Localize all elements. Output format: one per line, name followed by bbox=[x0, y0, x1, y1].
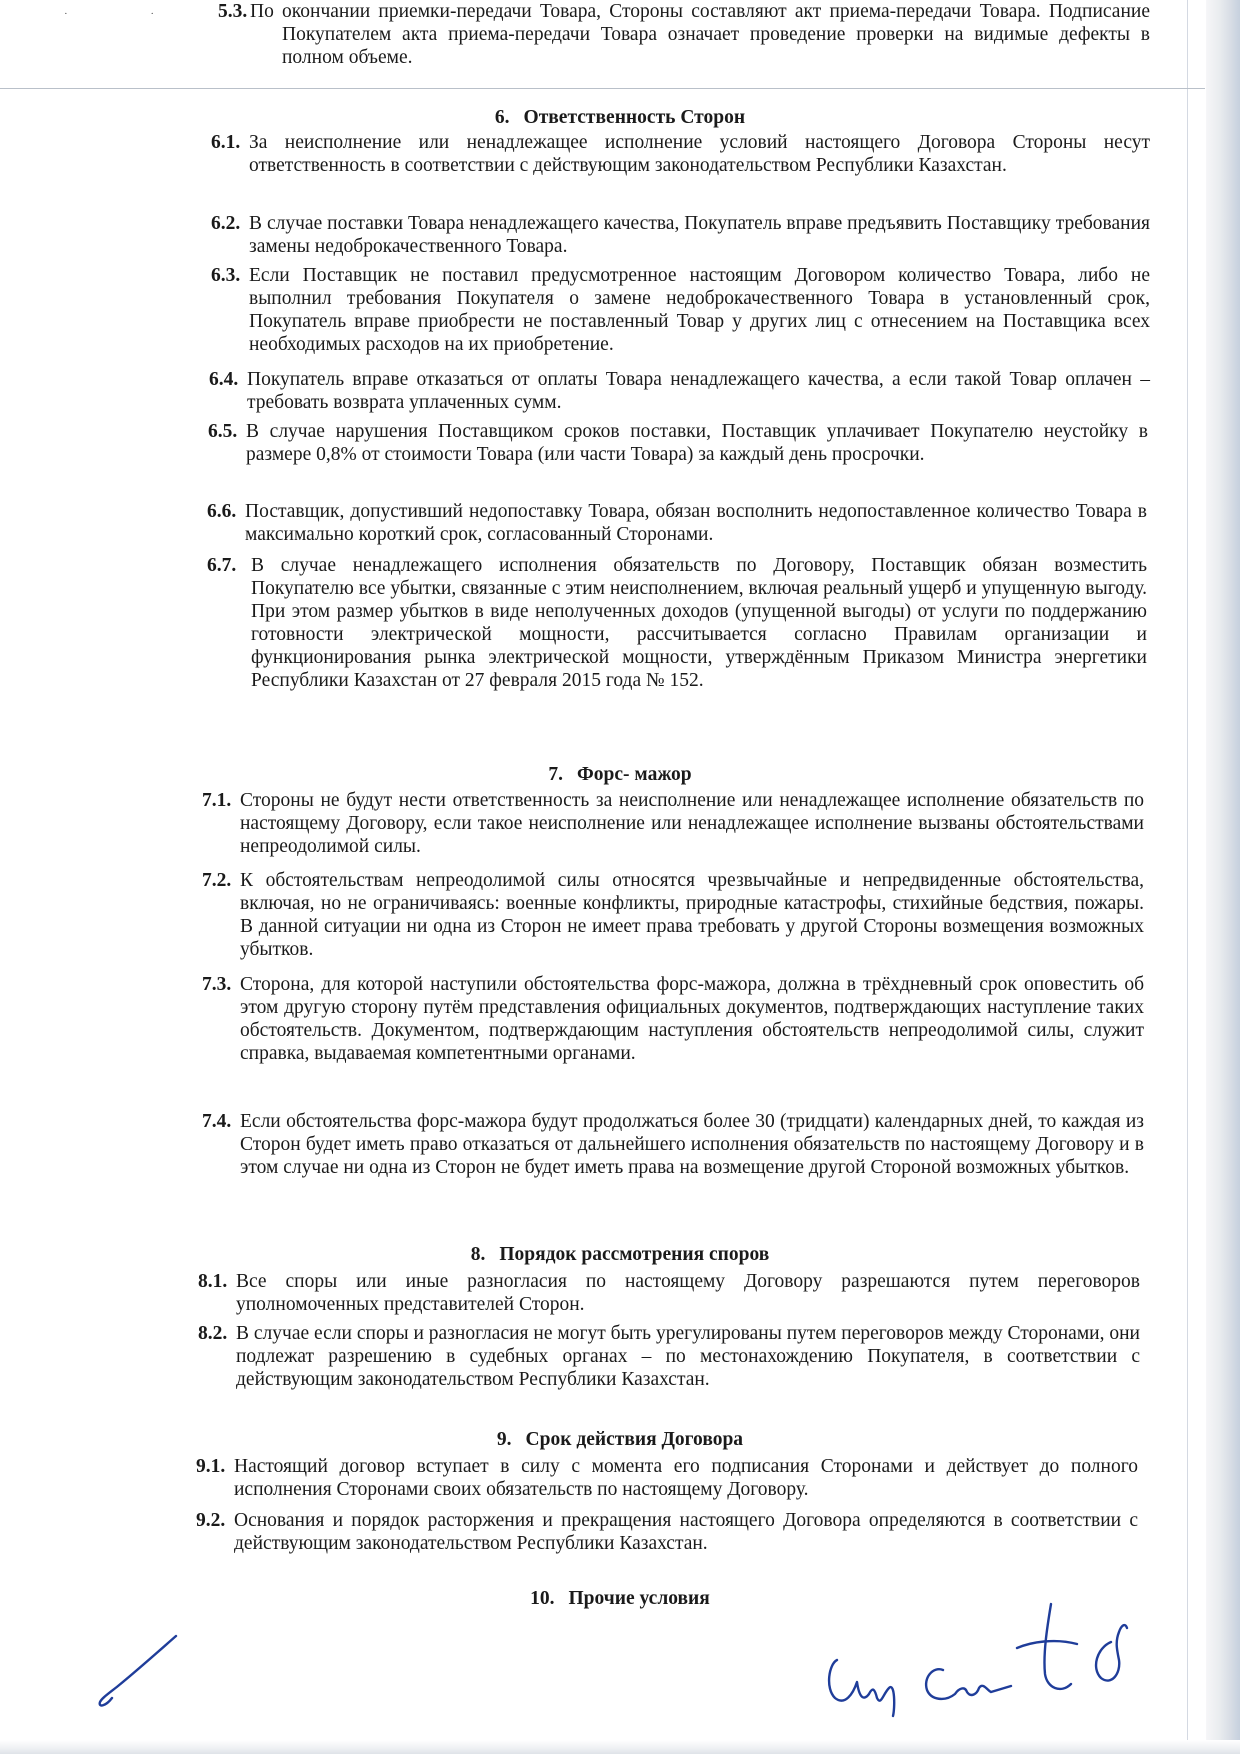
section-heading-9: 9. Срок действия Договора bbox=[496, 1429, 744, 1450]
clause-8-2: 8.2. В случае если споры и разногласия не могут быть урегулированы путем переговоров между Сторонами, они подлежат разрешению в судебных органах – по местонахождению Покупателя, в соответствии с действующим законодательством Республики Казахстан. bbox=[198, 1323, 1140, 1390]
clause-9-2: 9.2. Основания и порядок расторжения и прекращения настоящего Договора определяются в соответствии с действующим законодательством Республики Казахстан. bbox=[196, 1510, 1138, 1554]
clause-number: 5.3. bbox=[218, 1, 248, 22]
scan-bottom-edge bbox=[0, 1740, 1240, 1754]
section-heading-10: 10. Прочие условия bbox=[530, 1588, 710, 1609]
scan-specks: · · bbox=[64, 8, 195, 20]
clause-7-4: 7.4. Если обстоятельства форс-мажора будут продолжаться более 30 (тридцати) календарных дней, то каждая из Сторон будет иметь право отказаться от дальнейшего исполнения обязательств по настоящему Договору и в этом случае ни одна из Сторон не будет иметь права на возмещение другой Стороной возможных убытков. bbox=[202, 1111, 1144, 1178]
clause-8-1: 8.1. Все споры или иные разногласия по настоящему Договору разрешаются путем переговоров уполномоченных представителей Сторон. bbox=[198, 1271, 1140, 1315]
clause-9-1: 9.1. Настоящий договор вступает в силу с момента его подписания Сторонами и действует до полного исполнения Сторонами своих обязательств по настоящему Договору. bbox=[196, 1456, 1138, 1500]
clause-6-3: 6.3. Если Поставщик не поставил предусмотренное настоящим Договором количество Товара, либо не выполнил требования Покупателя о замене недоброкачественного Товара в установленный срок, Покупатель вправе приобрести не поставленный Товар у других лиц с отнесением на Поставщика всех необходимых расходов на их приобретение. bbox=[211, 265, 1150, 355]
clause-5-3 bbox=[218, 0, 1150, 69]
clause-7-2: 7.2. К обстоятельствам непреодолимой силы относятся чрезвычайные и непредвиденные обстоятельства, включая, но не ограничиваясь: военные конфликты, природные катастрофы, стихийные бедствия, пожары. В данной ситуации ни одна из Сторон не имеет права требовать у другой Стороны возмещения возможных убытков. bbox=[202, 870, 1144, 960]
clause-6-1: 6.1. За неисполнение или ненадлежащее исполнение условий настоящего Договора Стороны несут ответственность в соответствии с действующим законодательством Республики Казахстан. bbox=[211, 132, 1150, 176]
clause-6-6: 6.6. Поставщик, допустивший недопоставку Товара, обязан восполнить недопоставленное количество Товара в максимально короткий срок, согласованный Сторонами. bbox=[207, 501, 1147, 545]
clause-text: По окончании приемки-передачи Товара, Стороны составляют акт приема-передачи Товара. Подписание Покупателем акта приема-передачи Товара означает проведение проверки на видимые дефекты в полном объеме. bbox=[250, 1, 1150, 68]
handwritten-signature-left bbox=[90, 1628, 190, 1728]
handwritten-signature-right bbox=[815, 1598, 1160, 1723]
clause-7-3: 7.3. Сторона, для которой наступили обстоятельства форс-мажора, должна в трёхдневный срок оповестить об этом другую сторону путём представления официальных документов, подтверждающих наступление таких обстоятельств. Документом, подтверждающим наступления обстоятельств непреодолимой силы, служит справка, выдаваемая компетентными органами. bbox=[202, 974, 1144, 1064]
section-heading-7: 7. Форс- мажор bbox=[548, 764, 692, 785]
clause-6-4: 6.4. Покупатель вправе отказаться от оплаты Товара ненадлежащего качества, а если такой Товар оплачен – требовать возврата уплаченных сумм. bbox=[209, 369, 1150, 413]
scan-edge bbox=[1206, 0, 1240, 1754]
clause-7-1: 7.1. Стороны не будут нести ответственность за неисполнение или ненадлежащее исполнение обязательств по настоящему Договору, если такое неисполнение или ненадлежащее исполнение вызваны обстоятельствами непреодолимой силы. bbox=[202, 790, 1144, 857]
clause-6-5: 6.5. В случае нарушения Поставщиком сроков поставки, Поставщик уплачивает Покупателю неустойку в размере 0,8% от стоимости Товара (или части Товара) за каждый день просрочки. bbox=[208, 421, 1148, 465]
page-break-line bbox=[0, 88, 1205, 89]
section-heading-6: 6. Ответственность Сторон bbox=[494, 107, 746, 128]
clause-6-7: 6.7. В случае ненадлежащего исполнения обязательств по Договору, Поставщик обязан возместить Покупателю все убытки, связанные с этим неисполнением, включая реальный ущерб и упущенную выгоду. При этом размер убытков в виде неполученных доходов (упущенной выгоды) от услуги по поддержанию готовности электрической мощности, рассчитывается согласно Правилам организации и функционирования рынка электрической мощности, утверждённым Приказом Министра энергетики Республики Казахстан от 27 февраля 2015 года № 152. bbox=[207, 555, 1147, 691]
clause-6-2: 6.2. В случае поставки Товара ненадлежащего качества, Покупатель вправе предъявить Поставщику требования замены недоброкачественного Товара. bbox=[211, 213, 1150, 257]
scan-edge-line bbox=[1187, 0, 1188, 1754]
section-heading-8: 8. Порядок рассмотрения споров bbox=[470, 1244, 770, 1265]
